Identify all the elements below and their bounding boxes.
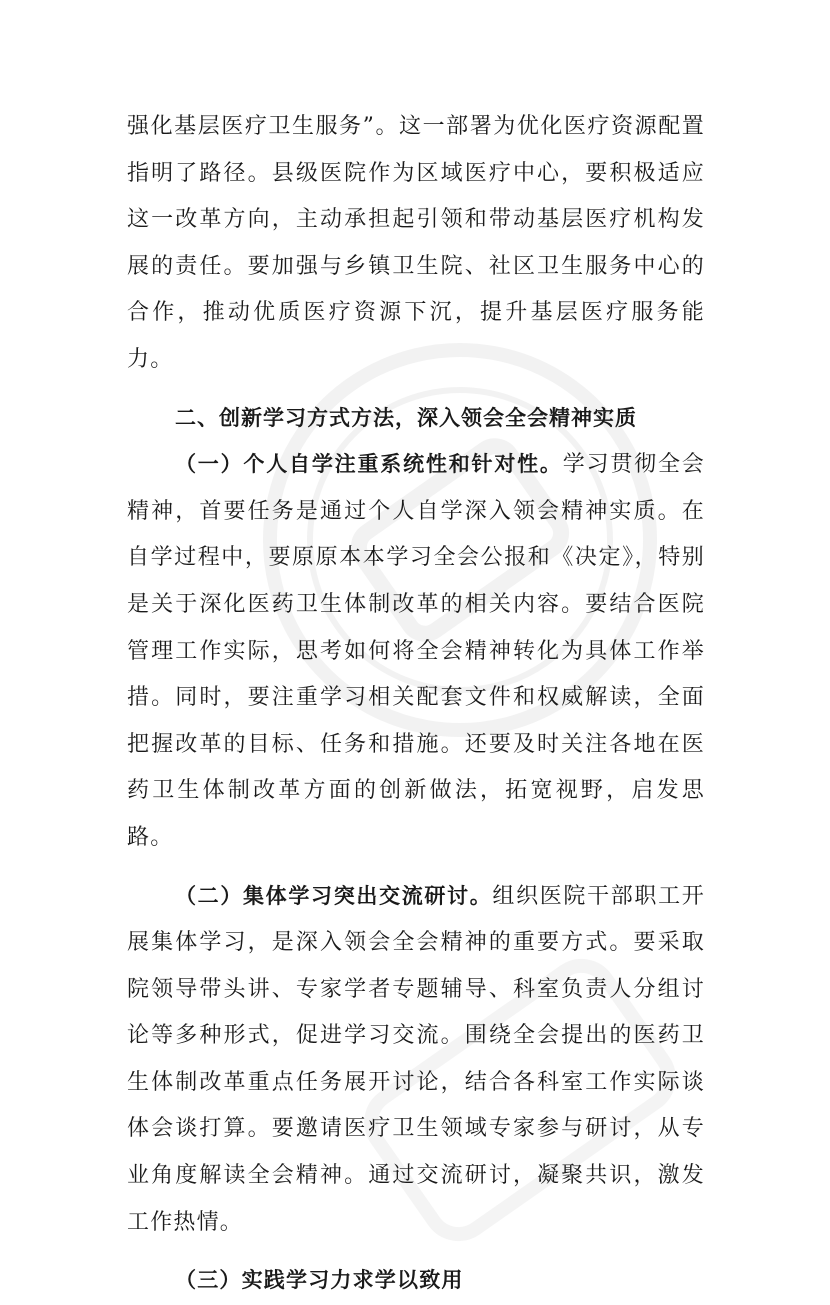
document-body: [127, 104, 705, 1305]
subsection-1-heading: （一）个人自学注重系统性和针对性。: [175, 452, 563, 477]
subsection-1-body: 学习贯彻全会精神，首要任务是通过个人自学深入领会精神实质。在自学过程中，要原原本本学习全会公报和《决定》，特别是关于深化医药卫生体制改革的相关内容。要结合医院管理工作实际，思考如何将全会精神转化为具体工作举措。同时，要注重学习相关配套文件和权威解读，全面把握改革的目标、任务和措施。还要及时关注各地在医药卫生体制改革方面的创新做法，拓宽视野，启发思路。: [127, 452, 705, 850]
subsection-2-heading: （二）集体学习突出交流研讨。: [175, 883, 493, 908]
section-heading-2: 二、创新学习方式方法，深入领会全会精神实质: [175, 405, 637, 430]
subsection-1: [127, 441, 705, 861]
subsection-2-body: 组织医院干部职工开展集体学习，是深入领会全会精神的重要方式。要采取院领导带头讲、专家学者专题辅导、科室负责人分组讨论等多种形式，促进学习交流。围绕全会提出的医药卫生体制改革重点任务展开讨论，结合各科室工作实际谈体会谈打算。要邀请医疗卫生领域专家参与研讨，从专业角度解读全会精神。通过交流研讨，凝聚共识，激发工作热情。: [127, 883, 705, 1235]
paragraph-continuation: 强化基层医疗卫生服务”。这一部署为优化医疗资源配置指明了路径。县级医院作为区域医疗中心，要积极适应这一改革方向，主动承担起引领和带动基层医疗机构发展的责任。要加强与乡镇卫生院、社区卫生服务中心的合作，推动优质医疗资源下沉，提升基层医疗服务能力。: [127, 114, 705, 372]
subsection-2: [127, 862, 705, 1247]
subsection-3: [127, 1246, 705, 1305]
subsection-3-heading: （三）实践学习力求学以致用: [175, 1268, 464, 1293]
